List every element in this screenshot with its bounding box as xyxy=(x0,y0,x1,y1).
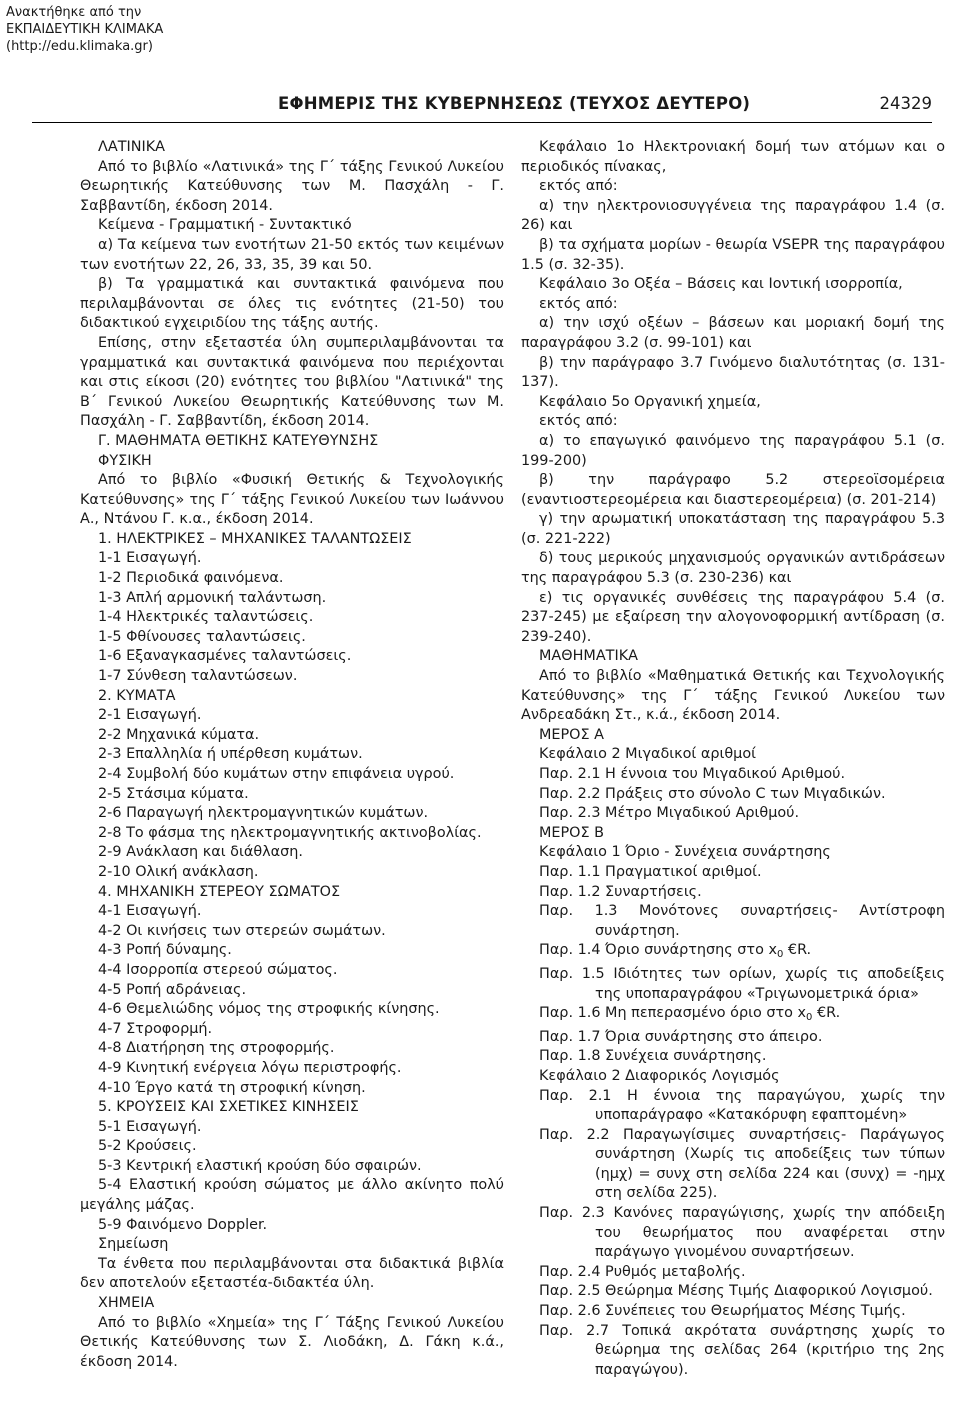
paragraph xyxy=(521,804,945,824)
paragraph xyxy=(80,569,504,589)
paragraph-text: Παρ. 1.2 Συναρτήσεις. xyxy=(539,883,702,900)
paragraph-text: 5-2 Κρούσεις. xyxy=(98,1138,197,1155)
paragraph xyxy=(521,765,945,785)
paragraph-text: α) την ηλεκτρονιοσυγγένεια της παραγράφου 1.4 (σ. 26) και xyxy=(521,197,945,234)
paragraph-text: Παρ. 2.5 Θεώρημα Μέσης Τιμής Διαφορικού Λογισμού. xyxy=(539,1283,933,1300)
paragraph xyxy=(80,941,504,961)
paragraph xyxy=(80,706,504,726)
paragraph-text: Παρ. 1.7 Όρια συνάρτησης στο άπειρο. xyxy=(539,1028,823,1045)
paragraph xyxy=(80,883,504,903)
paragraph-text: εκτός από: xyxy=(539,178,618,195)
paragraph xyxy=(80,216,504,236)
paragraph-text: 1-6 Εξαναγκασμένες ταλαντώσεις. xyxy=(98,648,352,665)
paragraph-text: Παρ. 1.6 Μη πεπερασμένο όριο στο x xyxy=(539,1005,807,1022)
paragraph xyxy=(521,1067,945,1087)
paragraph xyxy=(521,589,945,648)
source-line-2: ΕΚΠΑΙΔΕΥΤΙΚΗ ΚΛΙΜΑΚΑ xyxy=(6,22,164,37)
paragraph-text: 2-10 Ολική ανάκλαση. xyxy=(98,863,259,880)
paragraph xyxy=(521,824,945,844)
paragraph xyxy=(80,138,504,158)
paragraph-text: Σημείωση xyxy=(98,1236,169,1253)
paragraph-text: Παρ. 2.7 Τοπικά ακρότατα συνάρτησης χωρίς το θεώρημα της σελίδας 264 (κριτήριο της 2ης παραγώγου). xyxy=(539,1322,945,1378)
paragraph xyxy=(521,314,945,353)
paragraph-text: ΜΕΡΟΣ Β xyxy=(539,824,605,841)
paragraph xyxy=(521,667,945,726)
paragraph-text: β) την παράγραφο 3.7 Γινόμενο διαλυτότητας (σ. 131-137). xyxy=(521,354,945,391)
paragraph xyxy=(80,765,504,785)
paragraph-text: Τα ένθετα που περιλαμβάνονται στα διδακτικά βιβλία δεν αποτελούν εξεταστέα-διδακτέα ύλη. xyxy=(80,1255,504,1292)
paragraph-text: δ) τους μερικούς μηχανισμούς οργανικών αντιδράσεων της παραγράφου 5.3 (σ. 230-236) και xyxy=(521,550,945,587)
paragraph-text: 4-3 Ροπή δύναμης. xyxy=(98,942,232,959)
paragraph-text: β) τα σχήματα μορίων - θεωρία VSEPR της παραγράφου 1.5 (σ. 32-35). xyxy=(521,236,945,273)
paragraph-text: 2-9 Ανάκλαση και διάθλαση. xyxy=(98,844,303,861)
paragraph-text: β) την παράγραφο 5.2 στερεοϊσομέρεια (εναντιοστερεομέρεια και διαστερεομέρεια) (σ. 201-214) xyxy=(521,472,945,508)
paragraph xyxy=(80,687,504,707)
paragraph xyxy=(521,1028,945,1048)
paragraph xyxy=(521,965,945,1004)
paragraph-text-after: €R. xyxy=(783,942,812,959)
paragraph-text: 2-3 Επαλληλία ή υπέρθεση κυμάτων. xyxy=(98,746,363,763)
paragraph-text: Παρ. 1.5 Ιδιότητες των ορίων, χωρίς τις αποδείξεις της υποπαραγράφου «Τριγωνομετρικά όρια» xyxy=(539,965,945,1002)
paragraph xyxy=(80,1137,504,1157)
paragraph-text: 4-4 Ισορροπία στερεού σώματος. xyxy=(98,961,338,978)
paragraph-text: 5-4 Ελαστική κρούση σώματος με άλλο ακίνητο πολύ μεγάλης μάζας. xyxy=(80,1177,504,1214)
paragraph-text: 2-6 Παραγωγή ηλεκτρομαγνητικών κυμάτων. xyxy=(98,805,429,822)
paragraph-text: 4-7 Στροφορμή. xyxy=(98,1020,213,1037)
paragraph xyxy=(521,295,945,315)
subscript: 0 xyxy=(776,949,784,961)
paragraph xyxy=(521,883,945,903)
paragraph-text: Κεφάλαιο 3ο Οξέα – Βάσεις και Ιοντική ισορροπία, xyxy=(539,276,903,293)
right-column xyxy=(521,138,945,1380)
paragraph xyxy=(80,1294,504,1314)
paragraph xyxy=(521,471,945,510)
paragraph-text: Παρ. 1.1 Πραγματικοί αριθμοί. xyxy=(539,863,762,880)
paragraph-text: 5-1 Εισαγωγή. xyxy=(98,1118,202,1135)
paragraph-text: Γ. ΜΑΘΗΜΑΤΑ ΘΕΤΙΚΗΣ ΚΑΤΕΥΘΥΝΣΗΣ xyxy=(98,432,379,449)
paragraph xyxy=(80,1235,504,1255)
paragraph xyxy=(80,1118,504,1138)
paragraph-text: 1-7 Σύνθεση ταλαντώσεων. xyxy=(98,668,298,685)
paragraph-text: 1-3 Απλή αρμονική ταλάντωση. xyxy=(98,589,327,606)
paragraph-text: Από το βιβλίο «Φυσική Θετικής & Τεχνολογικής Κατεύθυνσης» της Γ΄ τάξης Γενικού Λυκείου των Ιωάννου Α., Ντάνου Γ. κ.α., έκδοση 2014. xyxy=(80,472,504,528)
paragraph-text: εκτός από: xyxy=(539,295,618,312)
paragraph xyxy=(80,1157,504,1177)
paragraph xyxy=(521,412,945,432)
paragraph-text: 2-1 Εισαγωγή. xyxy=(98,707,202,724)
paragraph xyxy=(521,510,945,549)
paragraph xyxy=(521,941,945,965)
paragraph-text: Από το βιβλίο «Χημεία» της Γ΄ Τάξης Γενικού Λυκείου Θετικής Κατεύθυνσης των Σ. Λιοδάκη, Δ. Γάκη κ.ά., έκδοση 2014. xyxy=(80,1314,504,1370)
paragraph-text: α) το επαγωγικό φαινόμενο της παραγράφου 5.1 (σ. 199-200) xyxy=(521,432,945,469)
paragraph xyxy=(521,275,945,295)
paragraph-text: Επίσης, στην εξεταστέα ύλη συμπεριλαμβάνονται τα γραμματικά και συντακτικά φαινόμενα που περιέχονται και στις είκοσι (20) ενότητες του βιβλίου "Λατινικά" της Β΄ Γενικού Λυκείου Θεωρητικής Κατεύθυνσης των Μ. Πασχάλη - Γ. Σαββαντίδη, έκδοση 2014. xyxy=(80,334,504,430)
paragraph xyxy=(521,354,945,393)
gazette-title: ΕΦΗΜΕΡΙΣ ΤΗΣ ΚΥΒΕΡΝΗΣΕΩΣ (ΤΕΥΧΟΣ ΔΕΥΤΕΡΟ) xyxy=(278,94,751,113)
paragraph-text: Κεφάλαιο 2 Μιγαδικοί αριθμοί xyxy=(539,746,756,763)
paragraph-text: 4-2 Οι κινήσεις των στερεών σωμάτων. xyxy=(98,922,386,939)
source-url[interactable]: (http://edu.klimaka.gr) xyxy=(6,39,153,54)
paragraph-text: Κεφάλαιο 1ο Ηλεκτρονιακή δομή των ατόμων και ο περιοδικός πίνακας, xyxy=(521,139,945,175)
paragraph xyxy=(80,1039,504,1059)
paragraph-text: ΦΥΣΙΚΗ xyxy=(98,452,152,469)
paragraph xyxy=(80,647,504,667)
paragraph-text: β) Τα γραμματικά και συντακτικά φαινόμενα που περιλαμβάνονται σε όλες τις ενότητες (21-50) του διδακτικού εγχειριδίου της τάξης αυτής. xyxy=(80,276,504,332)
paragraph-text: Παρ. 1.4 Όριο συνάρτησης στο x xyxy=(539,942,777,959)
paragraph xyxy=(80,843,504,863)
paragraph-text: Από το βιβλίο «Μαθηματικά Θετικής και Τεχνολογικής Κατεύθυνσης» της Γ΄ τάξης Γενικού Λυκείου των Ανδρεαδάκη Στ., κ.ά., έκδοση 2014. xyxy=(521,668,945,724)
paragraph xyxy=(80,334,504,432)
source-attribution xyxy=(6,4,163,55)
paragraph xyxy=(521,785,945,805)
paragraph xyxy=(521,1047,945,1067)
paragraph-text: 5. ΚΡΟΥΣΕΙΣ ΚΑΙ ΣΧΕΤΙΚΕΣ ΚΙΝΗΣΕΙΣ xyxy=(98,1099,359,1116)
paragraph xyxy=(80,530,504,550)
paragraph-text: Παρ. 2.6 Συνέπειες του Θεωρήματος Μέσης Τιμής. xyxy=(539,1303,906,1320)
paragraph-text: 5-9 Φαινόμενο Doppler. xyxy=(98,1216,268,1233)
paragraph xyxy=(80,785,504,805)
paragraph xyxy=(80,1059,504,1079)
paragraph-text: 2. ΚΥΜΑΤΑ xyxy=(98,687,176,704)
paragraph-text: Κείμενα - Γραμματική - Συντακτικό xyxy=(98,217,352,234)
paragraph xyxy=(80,824,504,844)
paragraph-text: ΧΗΜΕΙΑ xyxy=(98,1295,155,1312)
paragraph-text: Κεφάλαιο 5ο Οργανική χημεία, xyxy=(539,393,761,410)
paragraph-text: 1. ΗΛΕΚΤΡΙΚΕΣ – ΜΗΧΑΝΙΚΕΣ ΤΑΛΑΝΤΩΣΕΙΣ xyxy=(98,530,412,547)
paragraph xyxy=(80,158,504,217)
paragraph xyxy=(80,1255,504,1294)
paragraph xyxy=(521,1087,945,1126)
paragraph xyxy=(80,981,504,1001)
paragraph xyxy=(80,1314,504,1373)
paragraph-text: ΛΑΤΙΝΙΚΑ xyxy=(98,139,166,155)
paragraph xyxy=(80,452,504,472)
paragraph-text: ΜΑΘΗΜΑΤΙΚΑ xyxy=(539,648,638,665)
paragraph xyxy=(80,275,504,334)
paragraph-text: Παρ. 1.3 Μονότονες συναρτήσεις- Αντίστροφη συνάρτηση. xyxy=(539,903,945,939)
paragraph xyxy=(80,432,504,452)
paragraph-text: Παρ. 2.4 Ρυθμός μεταβολής. xyxy=(539,1263,746,1280)
paragraph-text: Παρ. 2.3 Κανόνες παραγώγισης, χωρίς την απόδειξη του θεωρήματος που αναφέρεται στην παράγωγο γινομένου συναρτήσεων. xyxy=(539,1205,945,1261)
paragraph xyxy=(80,1079,504,1099)
paragraph-text: ε) τις οργανικές συνθέσεις της παραγράφου 5.4 (σ. 237-245) με εξαίρεση την αλογονοφορμική αντίδραση (σ. 239-240). xyxy=(521,589,945,645)
paragraph xyxy=(80,589,504,609)
paragraph xyxy=(80,608,504,628)
paragraph xyxy=(80,1000,504,1020)
paragraph-text: 1-2 Περιοδικά φαινόμενα. xyxy=(98,570,284,587)
paragraph xyxy=(521,863,945,883)
paragraph xyxy=(521,549,945,588)
paragraph xyxy=(521,843,945,863)
paragraph xyxy=(80,549,504,569)
paragraph-text: α) την ισχύ οξέων – βάσεων και μοριακή δομή της παραγράφου 3.2 (σ. 99-101) και xyxy=(521,315,945,351)
paragraph xyxy=(80,1176,504,1215)
paragraph xyxy=(521,745,945,765)
paragraph xyxy=(521,902,945,941)
paragraph-text: Κεφάλαιο 2 Διαφορικός Λογισμός xyxy=(539,1067,780,1084)
paragraph-text: 2-2 Μηχανικά κύματα. xyxy=(98,726,260,743)
paragraph-text: Παρ. 2.1 Η έννοια του Μιγαδικού Αριθμού. xyxy=(539,766,846,782)
paragraph xyxy=(521,177,945,197)
paragraph xyxy=(521,197,945,236)
left-column xyxy=(80,138,504,1372)
gazette-header xyxy=(0,94,960,116)
paragraph xyxy=(521,236,945,275)
paragraph xyxy=(521,1126,945,1204)
paragraph-text: 2-8 Το φάσμα της ηλεκτρομαγνητικής ακτινοβολίας. xyxy=(98,824,482,841)
paragraph xyxy=(521,1263,945,1283)
paragraph xyxy=(521,647,945,667)
paragraph-text: 1-4 Ηλεκτρικές ταλαντώσεις. xyxy=(98,609,314,626)
paragraph-text: Από το βιβλίο «Λατινικά» της Γ΄ τάξης Γενικού Λυκείου Θεωρητικής Κατεύθυνσης των Μ. Πασχάλη - Γ. Σαββαντίδη, έκδοση 2014. xyxy=(80,158,504,214)
paragraph xyxy=(80,471,504,530)
header-rule xyxy=(32,122,932,123)
paragraph xyxy=(80,1098,504,1118)
paragraph-text: 4-6 Θεμελιώδης νόμος της στροφικής κίνησης. xyxy=(98,1001,440,1018)
paragraph-text: Κεφάλαιο 1 Όριο - Συνέχεια συνάρτησης xyxy=(539,844,831,861)
paragraph xyxy=(521,1282,945,1302)
paragraph-text: 4-8 Διατήρηση της στροφορμής. xyxy=(98,1040,335,1057)
paragraph xyxy=(80,1020,504,1040)
paragraph-text: ΜΕΡΟΣ Α xyxy=(539,726,605,743)
paragraph xyxy=(80,628,504,648)
paragraph xyxy=(80,745,504,765)
paragraph xyxy=(521,432,945,471)
paragraph-text: 4-5 Ροπή αδράνειας. xyxy=(98,981,247,998)
paragraph xyxy=(80,902,504,922)
paragraph xyxy=(80,863,504,883)
paragraph xyxy=(80,961,504,981)
paragraph xyxy=(521,393,945,413)
paragraph xyxy=(80,667,504,687)
paragraph xyxy=(80,726,504,746)
paragraph-text: 4-10 Έργο κατά τη στροφική κίνηση. xyxy=(98,1079,366,1096)
paragraph-text: 1-1 Εισαγωγή. xyxy=(98,550,202,567)
paragraph-text: α) Τα κείμενα των ενοτήτων 21-50 εκτός των κειμένων των ενοτήτων 22, 26, 33, 35, 39 και 50. xyxy=(80,236,504,273)
paragraph xyxy=(521,138,945,177)
paragraph xyxy=(521,726,945,746)
paragraph-text: γ) την αρωματική υποκατάσταση της παραγράφου 5.3 (σ. 221-222) xyxy=(521,511,945,547)
page-number: 24329 xyxy=(879,94,932,113)
paragraph xyxy=(521,1302,945,1322)
paragraph-text-after: €R. xyxy=(812,1005,841,1022)
paragraph xyxy=(521,1322,945,1381)
paragraph-text: 4-1 Εισαγωγή. xyxy=(98,903,202,920)
paragraph xyxy=(80,236,504,275)
paragraph xyxy=(80,804,504,824)
paragraph-text: Παρ. 2.1 Η έννοια της παραγώγου, χωρίς την υποπαράγραφο «Κατακόρυφη εφαπτομένη» xyxy=(539,1087,945,1124)
paragraph-text: 5-3 Κεντρική ελαστική κρούση δύο σφαιρών. xyxy=(98,1157,422,1174)
paragraph xyxy=(521,1204,945,1263)
subscript: 0 xyxy=(806,1012,813,1024)
paragraph-text: 2-5 Στάσιμα κύματα. xyxy=(98,785,249,802)
paragraph-text: Παρ. 2.2 Παραγωγίσιμες συναρτήσεις- Παράγωγος συνάρτηση (Χωρίς τις αποδείξεις των τύπων (ημχ) = συνχ στη σελίδα 224 και (συνχ) = -ημχ στη σελίδα 225). xyxy=(539,1126,945,1202)
paragraph-text: Παρ. 1.8 Συνέχεια συνάρτησης. xyxy=(539,1048,767,1065)
paragraph xyxy=(521,1004,945,1028)
paragraph xyxy=(80,922,504,942)
paragraph-text: Παρ. 2.2 Πράξεις στο σύνολο C των Μιγαδικών. xyxy=(539,785,886,802)
paragraph-text: 2-4 Συμβολή δύο κυμάτων στην επιφάνεια υγρού. xyxy=(98,766,455,782)
paragraph-text: 4-9 Κινητική ενέργεια λόγω περιστροφής. xyxy=(98,1059,402,1076)
source-line-1: Ανακτήθηκε από την xyxy=(6,5,142,20)
paragraph xyxy=(80,1216,504,1236)
paragraph-text: 1-5 Φθίνουσες ταλαντώσεις. xyxy=(98,628,306,645)
paragraph-text: Παρ. 2.3 Μέτρο Μιγαδικού Αριθμού. xyxy=(539,805,800,822)
paragraph-text: 4. ΜΗΧΑΝΙΚΗ ΣΤΕΡΕΟΥ ΣΩΜΑΤΟΣ xyxy=(98,883,341,900)
paragraph-text: εκτός από: xyxy=(539,413,618,430)
